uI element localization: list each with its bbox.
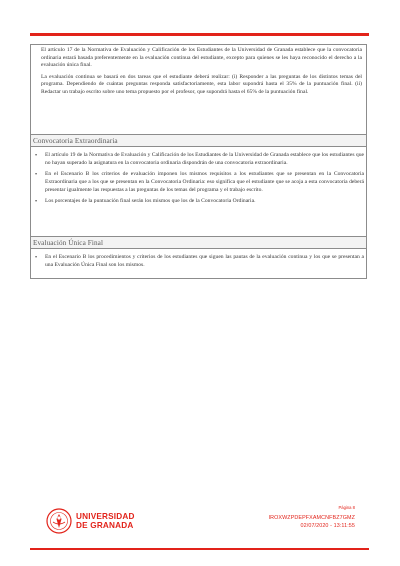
evaluation-table — [30, 44, 367, 279]
list-item: • El artículo 19 de la Normativa de Evaluación y Calificación de los Estudiantes de la Universidad de Granada establece que los estudiantes que no hayan superado la asignatura en la convocatoria ordinaria dispondrán de una convocatoria extraordinaria. — [35, 152, 364, 166]
unica-final-list — [31, 254, 364, 273]
university-name: UNIVERSIDAD DE GRANADA — [76, 512, 135, 530]
university-seal-icon — [46, 508, 72, 534]
extraordinaria-header — [31, 134, 366, 147]
section-title: Evaluación Única Final — [33, 239, 104, 247]
list-item: • En el Escenario B los criterios de evaluación imponen los mismos requisitos a los estudiantes que se presentan en la Convocatoria Extraordinaria que a los que se presentan en la Convocatoria Ordinaria: eso significa que el estudiante que se acoja a esta convocatoria deberá presentar igualmente las respuestas a las preguntas de los temas del programa y el trabajo escrito. — [35, 171, 364, 193]
bullet-icon: • — [35, 199, 38, 206]
verification-code: IROXWZPDEPFXAMCNFBZ7GMZ 02/07/2020 - 13:11:55 — [268, 515, 355, 529]
intro-paragraph-2: La evaluación continua se basará en dos tareas que el estudiante deberá realizar: (i) Responder a las preguntas de los distintos temas del programa. Dependiendo de cuántas preguntas responda satisfactoriamente, esta labor supondrá hasta el 35% de la puntuación final. (ii) Redactar un trabajo escrito sobre uno tema propuesto por el profesor, que supondrá hasta el 65% de la puntuación final. — [41, 73, 362, 96]
header-rule — [30, 33, 369, 36]
list-item: • Los porcentajes de la puntuación final serán los mismos que los de la Convocatoria Ordinaria. — [35, 198, 256, 206]
extraordinaria-list — [31, 152, 364, 210]
ordinaria-section — [41, 47, 362, 100]
footer-rule — [30, 548, 369, 550]
bullet-icon: • — [35, 172, 38, 179]
bullet-icon: • — [35, 255, 38, 261]
page-number: Página 8 — [338, 505, 355, 510]
list-item: • En el Escenario B los procedimientos y criterios de los estudiantes que siguen las pautas de la evaluación continua y los que se presentan a una Evaluación Única Final son los mismos. — [35, 254, 364, 268]
unica-final-header — [31, 236, 366, 249]
section-title: Convocatoria Extraordinaria — [33, 137, 118, 145]
bullet-icon: • — [35, 153, 38, 159]
intro-paragraph-1: El artículo 17 de la Normativa de Evaluación y Calificación de los Estudiantes de la Universidad de Granada establece que la convocatoria ordinaria estará basada preferentemente en la evaluación continua del estudiante, excepto para quienes se les haya reconocido el derecho a la evaluación única final. — [41, 47, 362, 69]
